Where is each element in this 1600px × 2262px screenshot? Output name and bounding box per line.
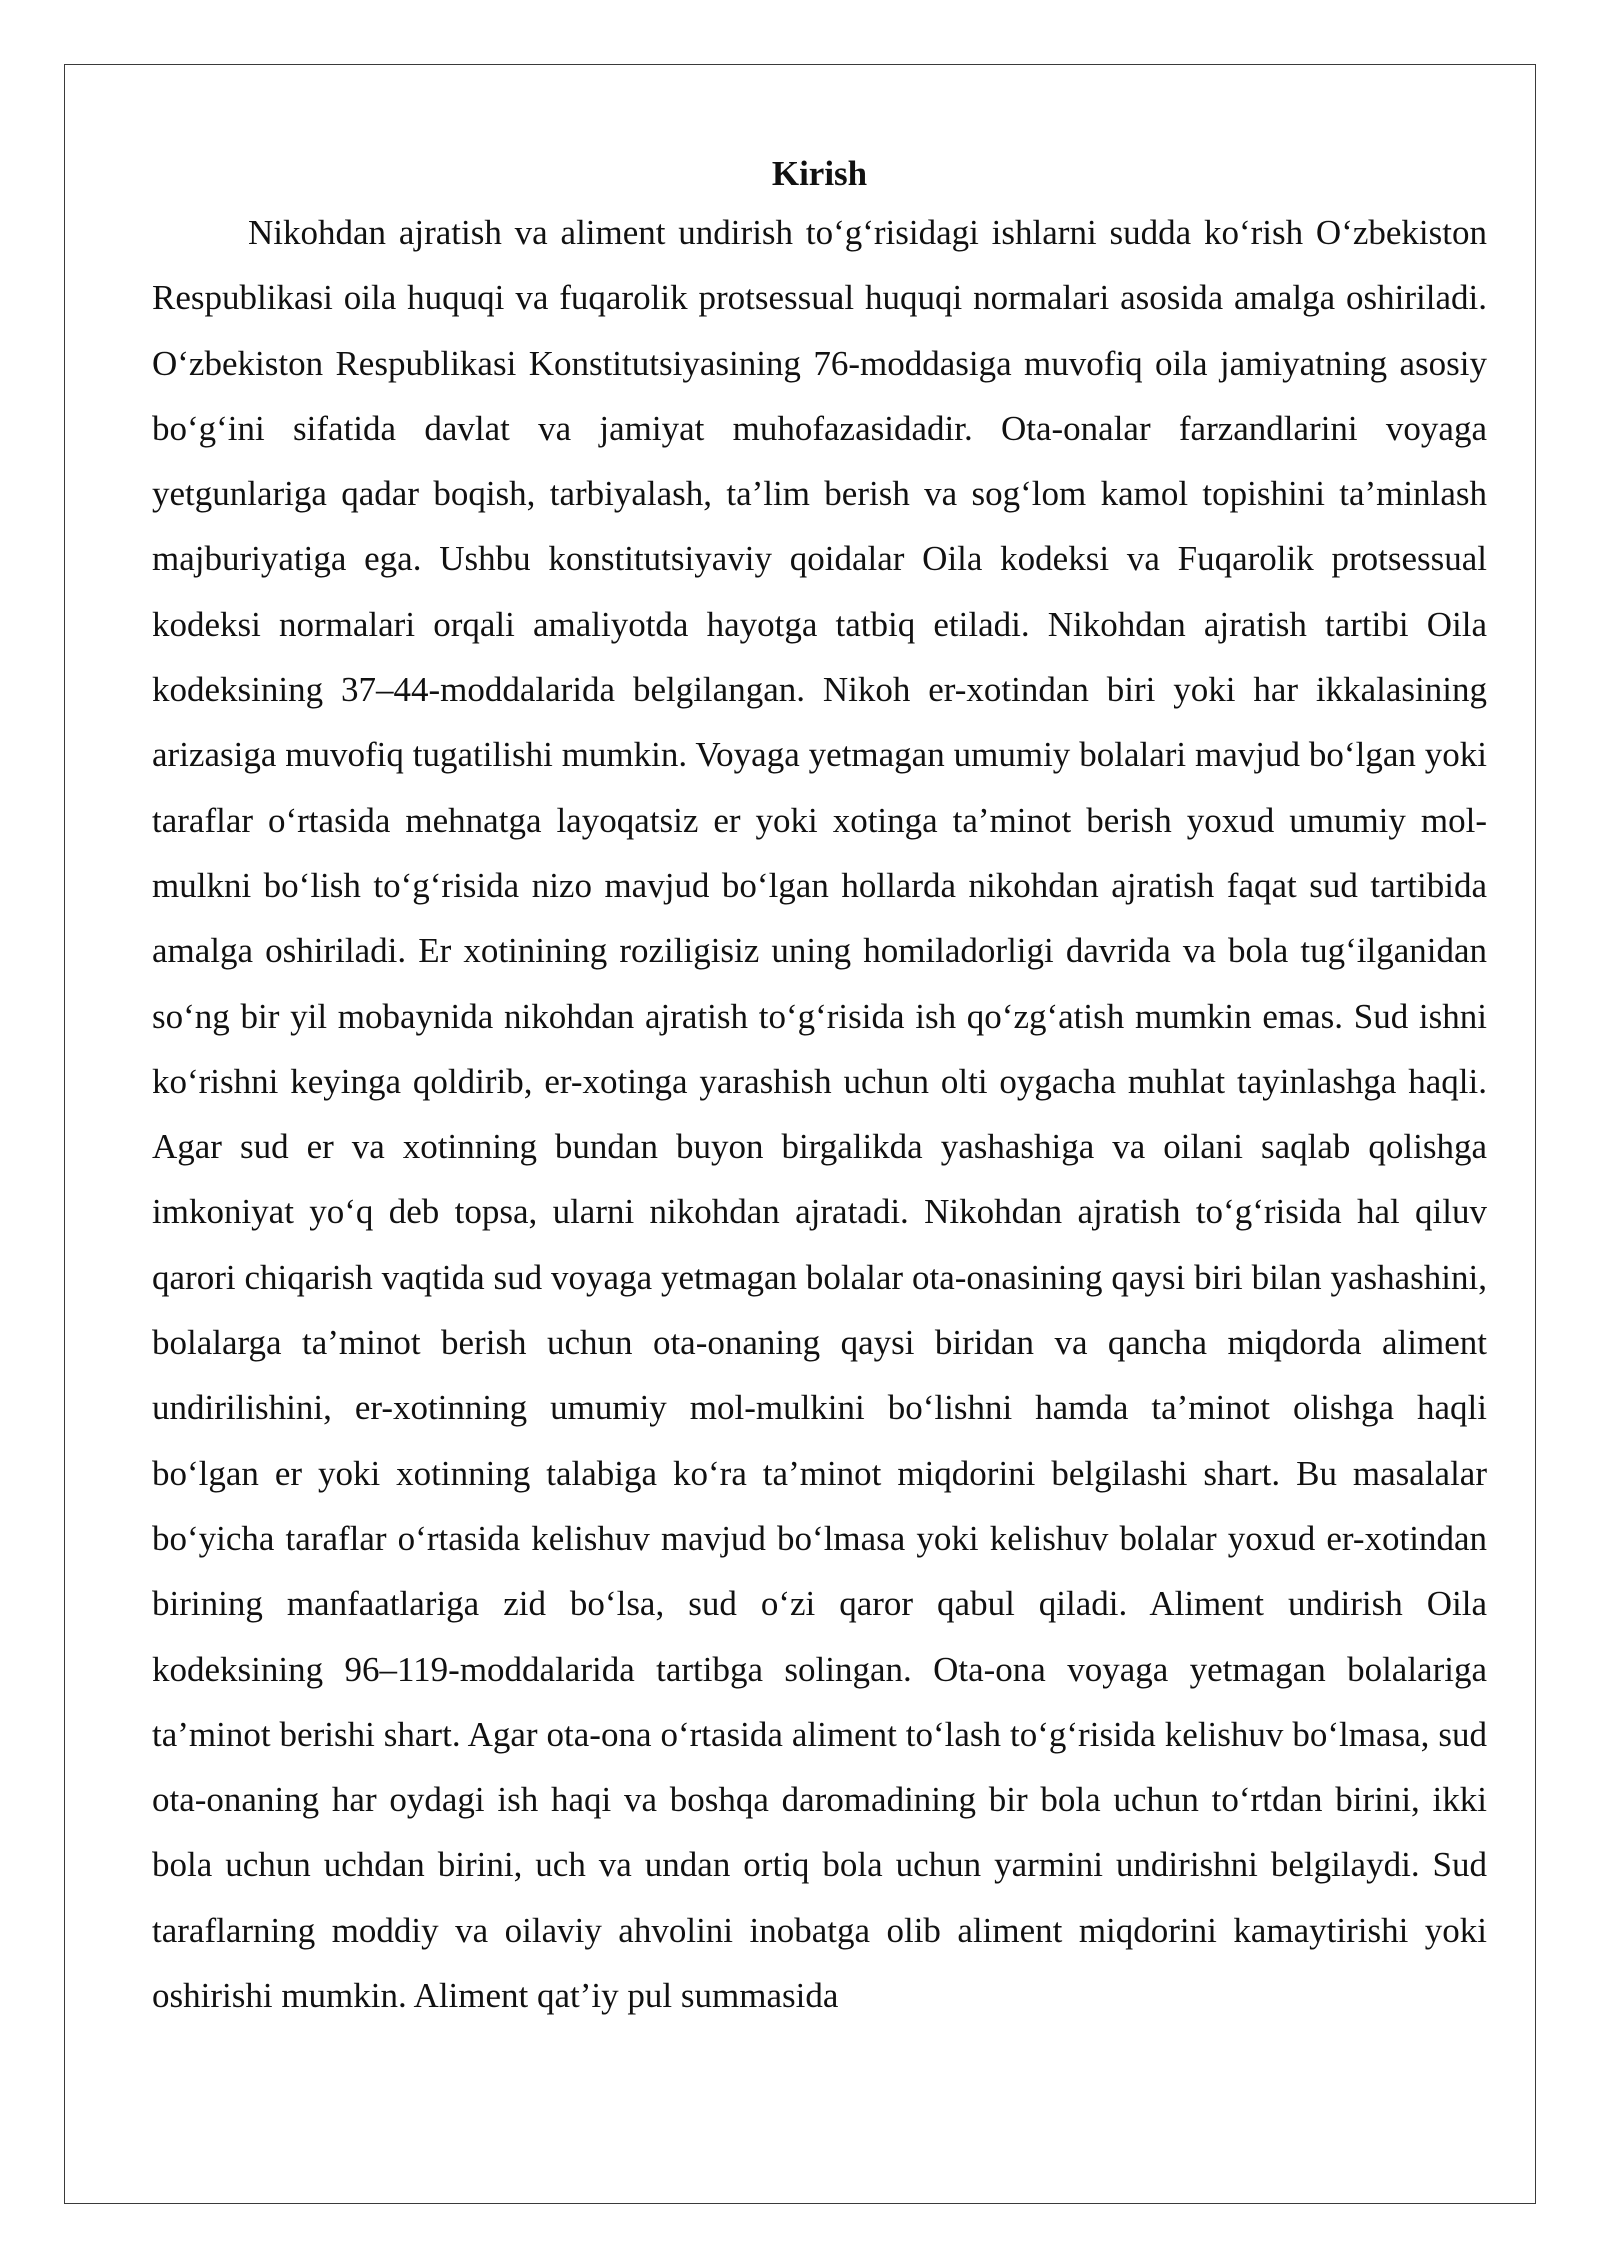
document-body-paragraph: Nikohdan ajratish va aliment undirish to‘g‘risidagi ishlarni sudda ko‘rish O‘zbekiston Respublikasi oila huquqi va fuqarolik protsessual huquqi normalari asosida amalga oshiriladi. O‘zbekiston Respublikasi Konstitutsiyasining 76-moddasiga muvofiq oila jamiyatning asosiy bo‘g‘ini sifatida davlat va jamiyat muhofazasidadir. Ota-onalar farzandlarini voyaga yetgunlariga qadar boqish, tarbiyalash, ta’lim berish va sog‘lom kamol topishini ta’minlash majburiyatiga ega. Ushbu konstitutsiyaviy qoidalar Oila kodeksi va Fuqarolik protsessual kodeksi normalari orqali amaliyotda hayotga tatbiq etiladi. Nikohdan ajratish tartibi Oila kodeksining 37–44-moddalarida belgilangan. Nikoh er-xotindan biri yoki har ikkalasining arizasiga muvofiq tugatilishi mumkin. Voyaga yetmagan umumiy bolalari mavjud bo‘lgan yoki taraflar o‘rtasida mehnatga layoqatsiz er yoki xotinga ta’minot berish yoxud umumiy mol-mulkni bo‘lish to‘g‘risida nizo mavjud bo‘lgan hollarda nikohdan ajratish faqat sud tartibida amalga oshiriladi. Er xotinining roziligisiz uning homiladorligi davrida va bola tug‘ilganidan so‘ng bir yil mobaynida nikohdan ajratish to‘g‘risida ish qo‘zg‘atish mumkin emas. Sud ishni ko‘rishni keyinga qoldirib, er-xotinga yarashish uchun olti oygacha muhlat tayinlashga haqli. Agar sud er va xotinning bundan buyon birgalikda yashashiga va oilani saqlab qolishga imkoniyat yo‘q deb topsa, ularni nikohdan ajratadi. Nikohdan ajratish to‘g‘risida hal qiluv qarori chiqarish vaqtida sud voyaga yetmagan bolalar ota-onasining qaysi biri bilan yashashini, bolalarga ta’minot berish uchun ota-onaning qaysi biridan va qancha miqdorda aliment undirilishini, er-xotinning umumiy mol-mulkini bo‘lishni hamda ta’minot olishga haqli bo‘lgan er yoki xotinning talabiga ko‘ra ta’minot miqdorini belgilashi shart. Bu masalalar bo‘yicha taraflar o‘rtasida kelishuv mavjud bo‘lmasa yoki kelishuv bolalar yoxud er-xotindan birining manfaatlariga zid bo‘lsa, sud o‘zi qaror qabul qiladi. Aliment undirish Oila kodeksining 96–119-moddalarida tartibga solingan. Ota-ona voyaga yetmagan bolalariga ta’minot berishi shart. Agar ota-ona o‘rtasida aliment to‘lash to‘g‘risida kelishuv bo‘lmasa, sud ota-onaning har oydagi ish haqi va boshqa daromadining bir bola uchun to‘rtdan birini, ikki bola uchun uchdan birini, uch va undan ortiq bola uchun yarmini undirishni belgilaydi. Sud taraflarning moddiy va oilaviy ahvolini inobatga olib aliment miqdorini kamaytirishi yoki oshirishi mumkin. Aliment qat’iy pul summasida — [152, 213, 1487, 2016]
document-title: Kirish — [771, 154, 868, 193]
document-content — [152, 148, 1487, 2028]
